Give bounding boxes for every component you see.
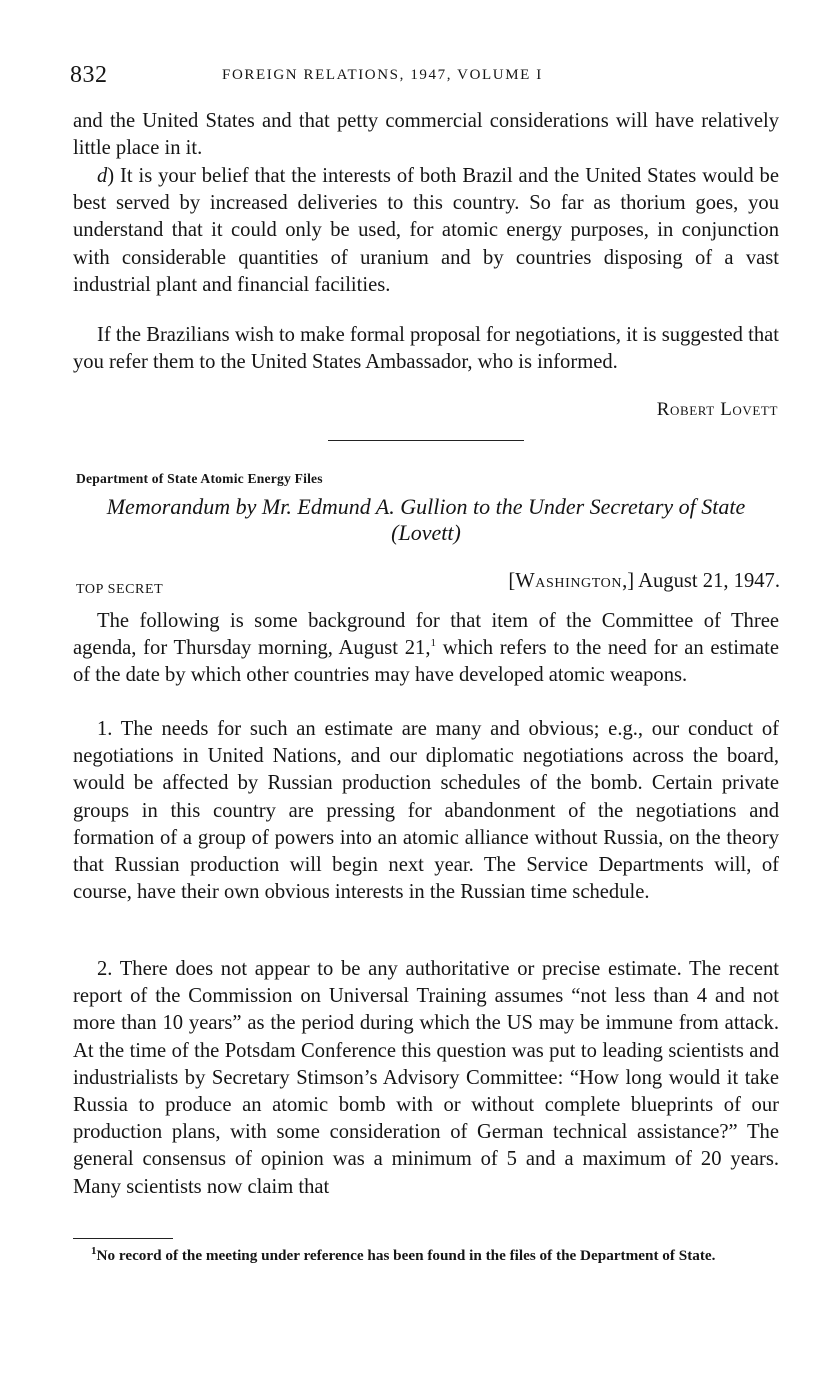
- place: Washington: [515, 570, 623, 592]
- memo-title: Memorandum by Mr. Edmund A. Gullion to the Under Secretary of State (Lovett): [106, 494, 746, 545]
- date: August 21, 1947.: [638, 570, 780, 592]
- paragraph-2: 2. There does not appear to be any authoritative or precise estimate. The recent report of the Commission on Universal Training assumes “not less than 4 and not more than 10 years” as the period during which the US may be immune from attack. At the time of the Potsdam Conference this question was put to leading scientists and industrialists by Secretary Stimson’s Advisory Committee: “How long would it take Russia to produce an atomic bomb with or without complete blueprints of our production plans, with some consideration of German technical assistance?” The general consensus of opinion was a minimum of 5 and a maximum of 20 years. Many scientists now claim that: [73, 958, 779, 1198]
- intro-text-before-note: The following is some background for that item of the Committee of Three agenda, for Thursday morning, August 21,: [73, 610, 779, 660]
- footnote-marker: 1: [91, 1244, 97, 1257]
- running-head: FOREIGN RELATIONS, 1947, VOLUME I: [222, 67, 543, 83]
- item-d-paragraph: d) It is your belief that the interests of both Brazil and the United States would be best served by increased deliveries to this country. So far as thorium goes, you understand that it could only be used, for atomic energy purposes, in conjunction with considerable quantities of uranium and by countries disposing of a vast industrial plant and financial facilities.: [73, 165, 779, 296]
- paragraph-1: 1. The needs for such an estimate are many and obvious; e.g., our conduct of negotiations in United Nations, and our diplomatic negotiations across the board, would be affected by Russian production schedules of the bomb. Certain private groups in this country are pressing for abandonment of the negotiations and formation of a group of powers into an atomic alliance without Russia, on the theory that Russian production will begin next year. The Service Departments will, of course, have their own obvious interests in the Russian time schedule.: [73, 718, 779, 904]
- signature: Robert Lovett: [656, 399, 778, 420]
- footnote-divider: [73, 1238, 173, 1239]
- dateline: [Washington,] August 21, 1947.: [508, 570, 780, 592]
- page-number: 832: [70, 62, 108, 88]
- page-header: [70, 62, 780, 92]
- closing-paragraph: If the Brazilians wish to make formal proposal for negotiations, it is suggested that you refer them to the United States Ambassador, who is informed.: [73, 324, 779, 374]
- classification-label: TOP SECRET: [76, 582, 164, 597]
- footnote-reference: 1: [430, 637, 436, 650]
- item-d-text: It is your belief that the interests of both Brazil and the United States would be best served by increased deliveries to this country. So far as thorium goes, you understand that it could only be used, for atomic energy purposes, in conjunction with considerable quantities of uranium and by countries disposing of a vast industrial plant and financial facilities.: [73, 165, 779, 296]
- footnote-text: No record of the meeting under reference has been found in the files of the Department of State.: [96, 1247, 716, 1264]
- source-file-line: Department of State Atomic Energy Files: [76, 471, 323, 486]
- intro-paragraph: [73, 608, 779, 690]
- intro-text-after-note: which refers to the need for an estimate of the date by which other countries may have developed atomic weapons.: [73, 637, 779, 687]
- footnote: [79, 1246, 779, 1265]
- item-d-marker: d: [97, 165, 108, 187]
- continuation-paragraph: and the United States and that petty commercial considerations will have relatively little place in it.: [73, 110, 779, 160]
- section-divider: [328, 440, 524, 441]
